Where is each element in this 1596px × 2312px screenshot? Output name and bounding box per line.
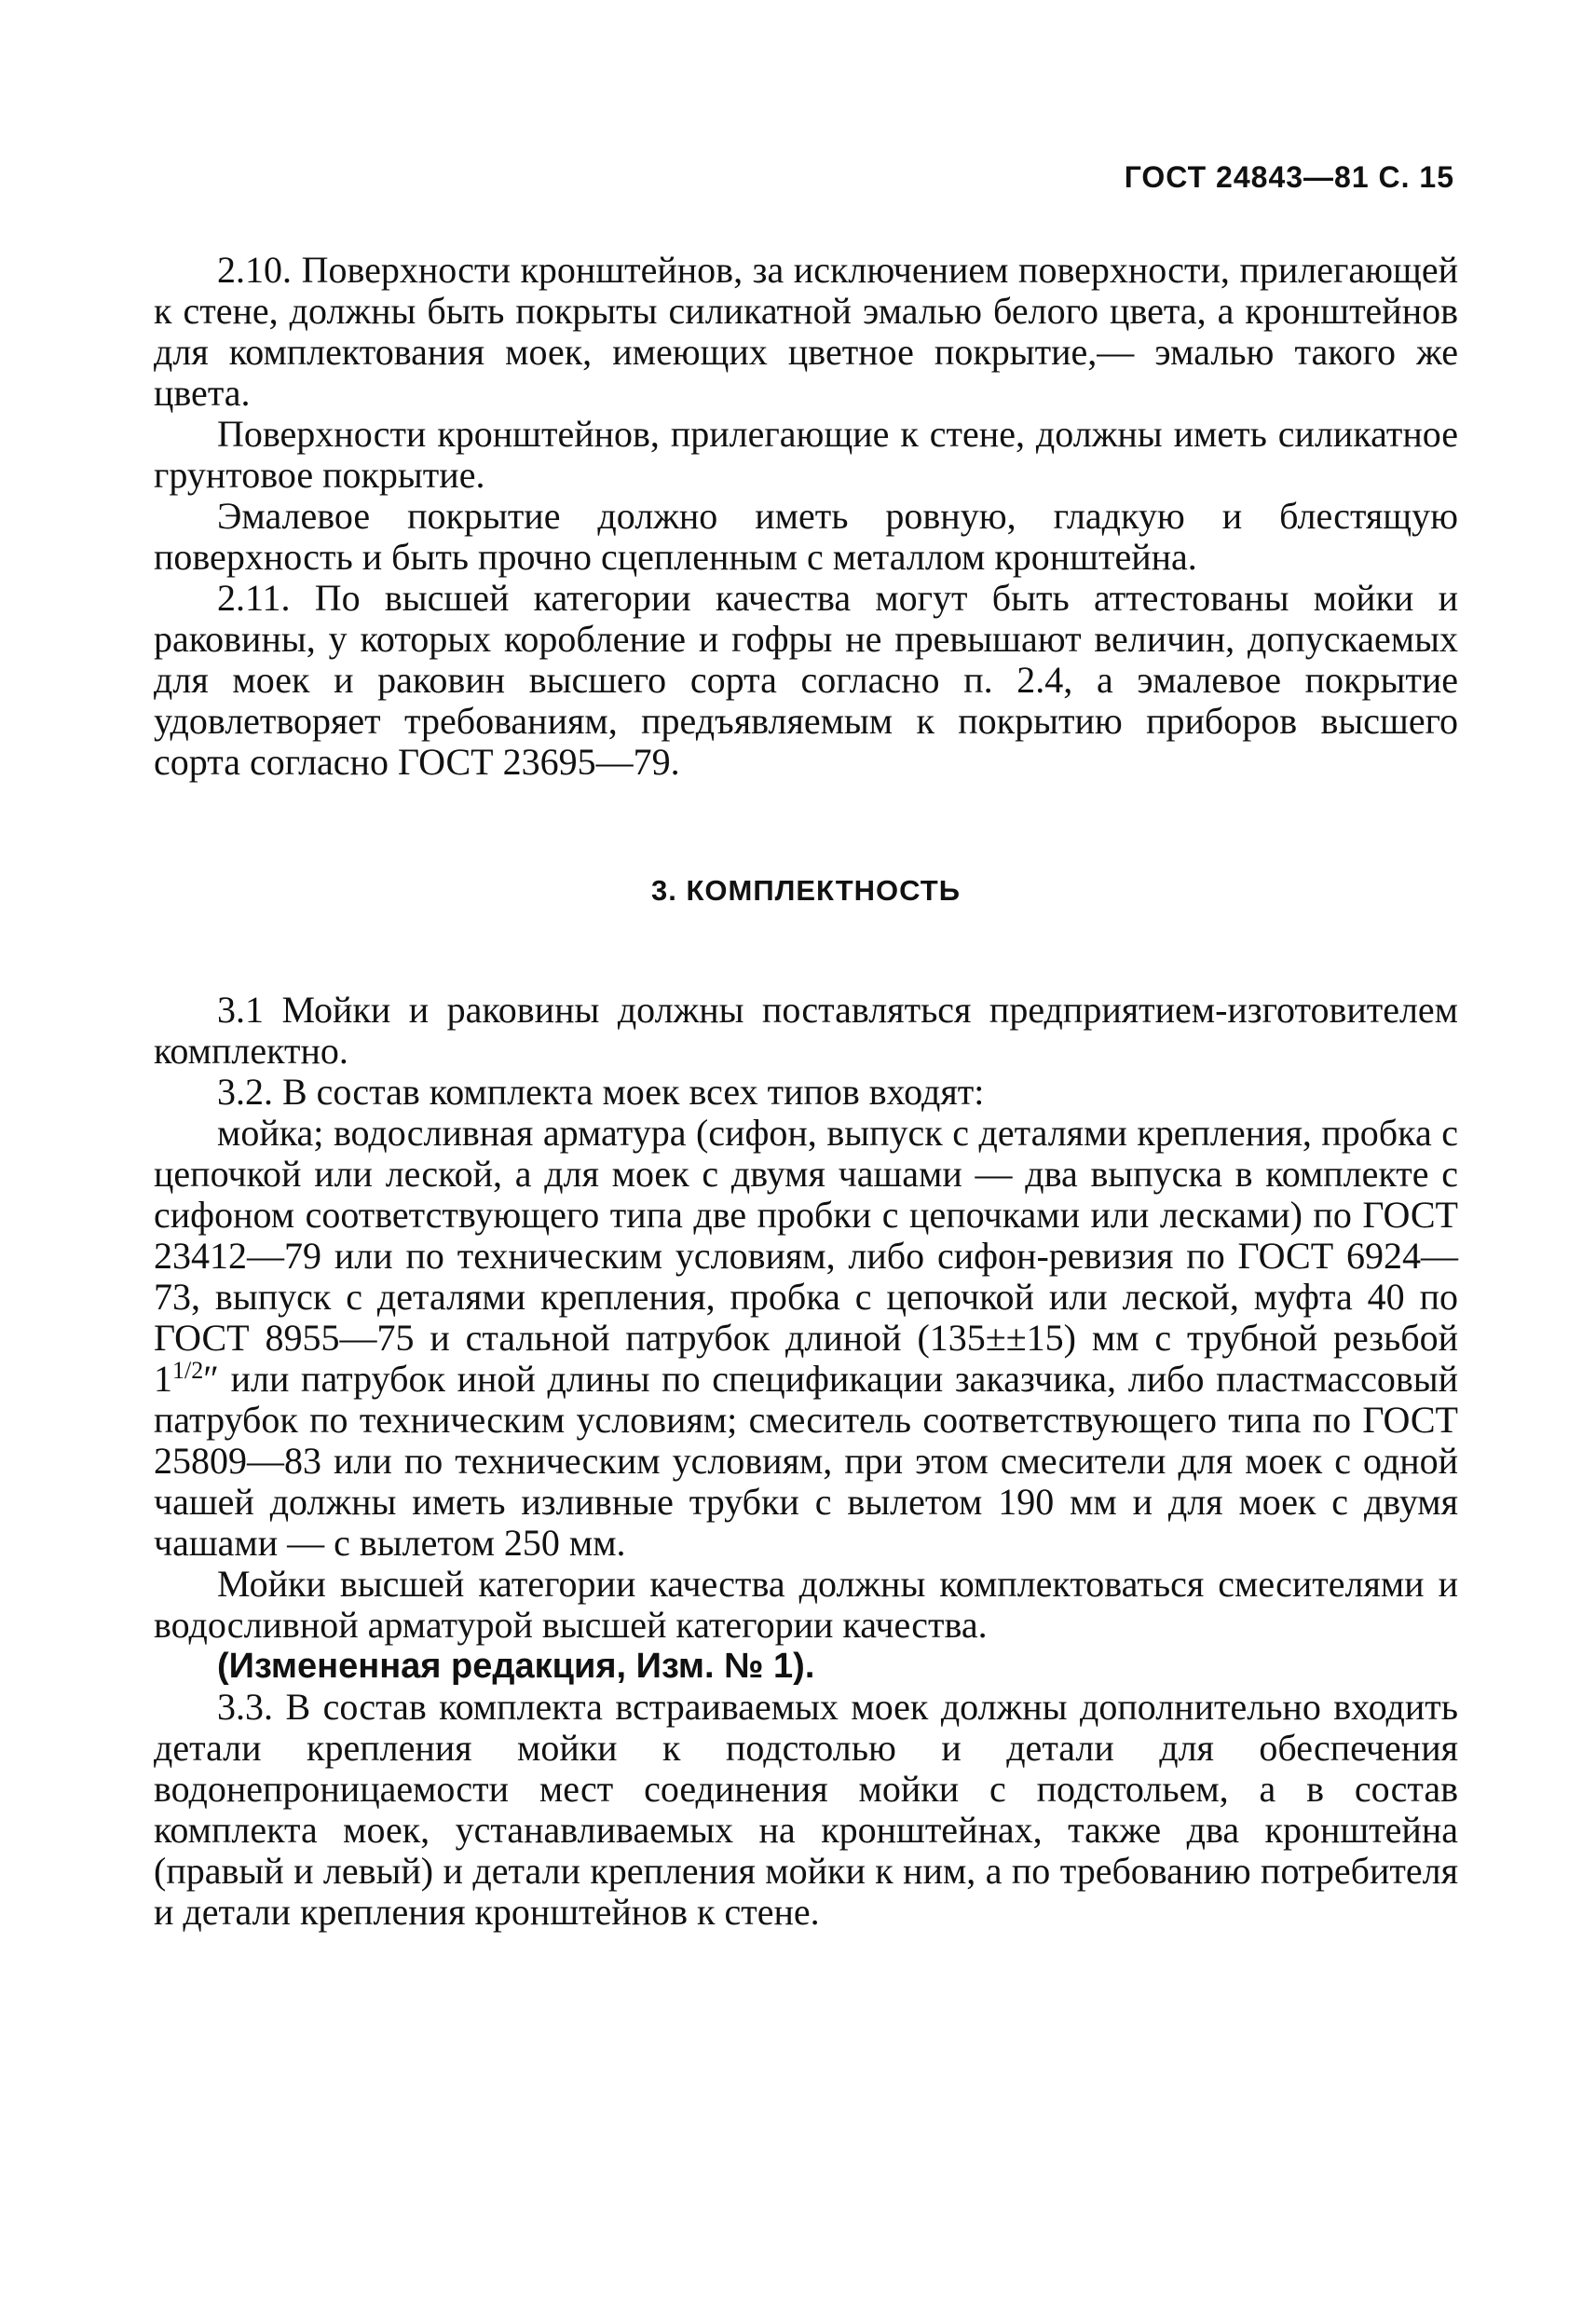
document-body: [154, 250, 1458, 1933]
section-title-completeness: 3. КОМПЛЕКТНОСТЬ: [651, 874, 961, 907]
paragraph-kit-list: [154, 1113, 1458, 1564]
kit-list-part-a: мойка; водосливная арматура (сифон, выпуск с деталями крепления, пробка с цепочкой или леской, а для моек с двумя чашами — два выпуска в комплекте с сифоном соответствующего типа две пробки с цепочками или лесками) по ГОСТ 23412—79 или по техническим условиям, либо сифон-ревизия по ГОСТ 6924—73, выпуск с деталями крепления, пробка с цепочкой или леской, муфта 40 по ГОСТ 8955—75 и стальной патрубок длиной (135±±15) мм с трубной резьбой 1: [154, 1112, 1458, 1400]
paragraph-bracket-surfaces: Поверхности кронштейнов, прилегающие к стене, должны иметь силикатное грунтовое покрытие.: [154, 413, 1458, 496]
paragraph-3-2: 3.2. В состав комплекта моек всех типов входят:: [217, 1071, 985, 1113]
kit-list-part-b: ″ или патрубок иной длины по спецификации заказчика, либо пластмассовый патрубок по техническим условиям; смеситель соответствующего типа по ГОСТ 25809—83 или по техническим условиям, при этом смесители для моек с одной чашей должны иметь изливные трубки с вылетом 190 мм и для моек с двумя чашами — с вылетом 250 мм.: [154, 1358, 1458, 1564]
paragraph-3-3: 3.3. В состав комплекта встраиваемых моек должны дополнительно входить детали крепления мойки к подстолью и детали для обеспечения водонепроницаемости мест соединения мойки с подстольем, а в состав комплекта моек, устанавливаемых на кронштейнах, также два кронштейна (правый и левый) и детали крепления мойки к ним, а по требованию потребителя и детали крепления кронштейнов к стене.: [154, 1686, 1458, 1933]
thread-fraction: 1/2: [172, 1357, 204, 1384]
page-header: ГОСТ 24843—81 С. 15: [1124, 160, 1454, 194]
paragraph-highest-category: Мойки высшей категории качества должны комплектоваться смесителями и водосливной арматурой высшей категории качества.: [154, 1563, 1458, 1646]
revision-note: (Измененная редакция, Изм. № 1).: [217, 1647, 815, 1686]
paragraph-2-10: 2.10. Поверхности кронштейнов, за исключением поверхности, прилегающей к стене, должны быть покрыты силикатной эмалью белого цвета, а кронштейнов для комплектования моек, имеющих цветное покрытие,— эмалью такого же цвета.: [154, 249, 1458, 414]
paragraph-3-1: 3.1 Мойки и раковины должны поставляться предприятием-изготовителем комплектно.: [154, 989, 1458, 1072]
paragraph-enamel-coating: Эмалевое покрытие должно иметь ровную, гладкую и блестящую поверхность и быть прочно сцепленным с металлом кронштейна.: [154, 495, 1458, 578]
paragraph-2-11: 2.11. По высшей категории качества могут быть аттестованы мойки и раковины, у которых коробление и гофры не превышают величин, допускаемых для моек и раковин высшего сорта согласно п. 2.4, а эмалевое покрытие удовлетворяет требованиям, предъявляемым к покрытию приборов высшего сорта согласно ГОСТ 23695—79.: [154, 577, 1458, 783]
